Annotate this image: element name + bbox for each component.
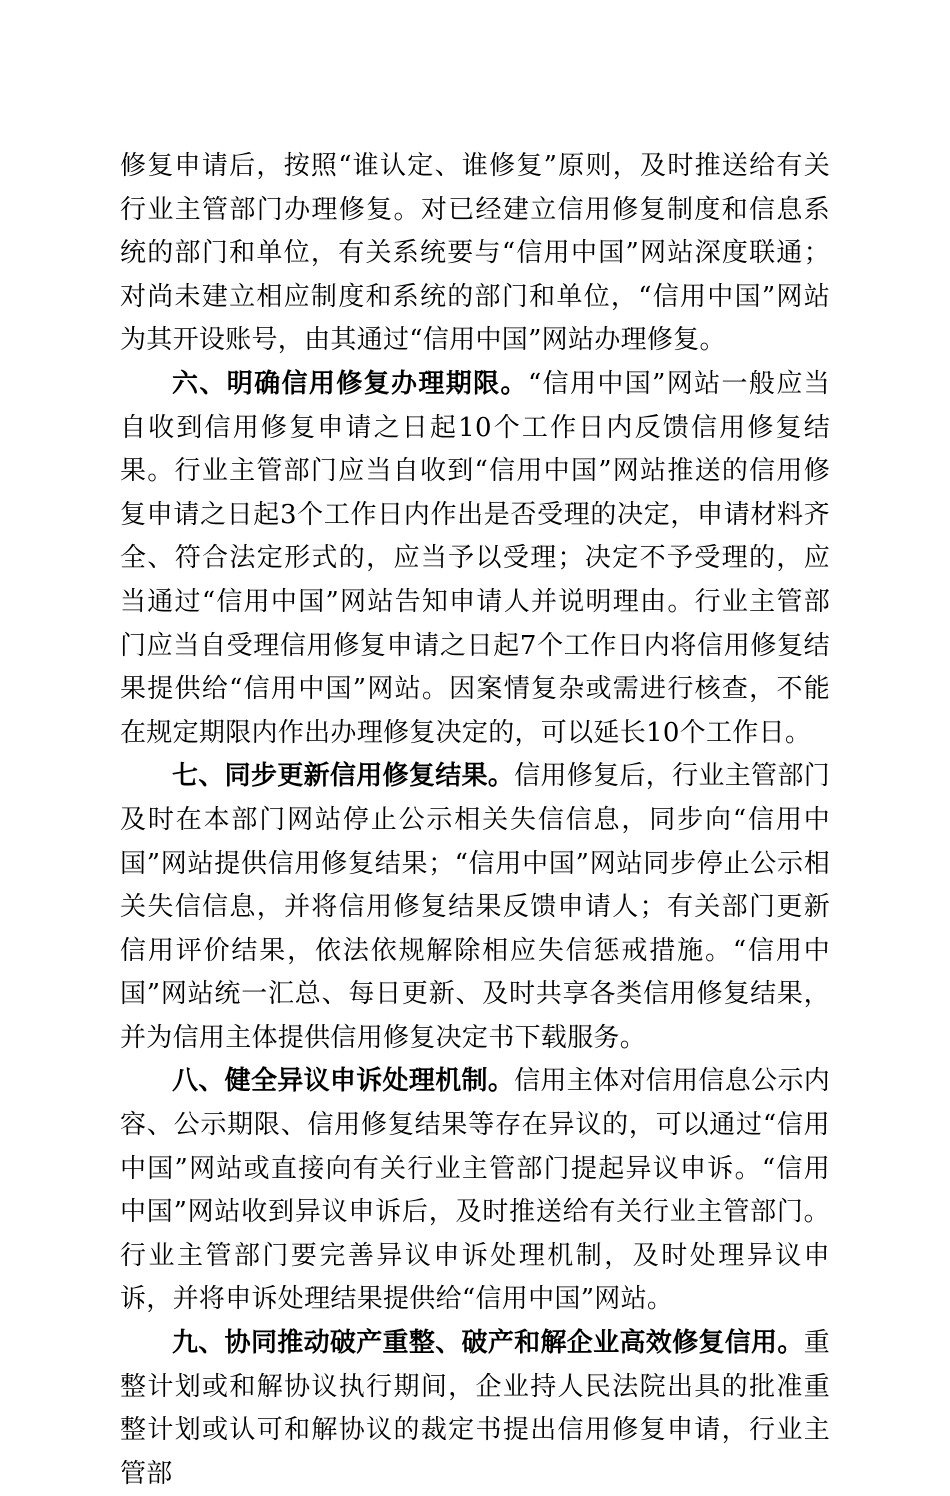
paragraph-section-7 (120, 755, 830, 1060)
paragraph-section-9 (120, 1322, 830, 1496)
section-heading: 六、明确信用修复办理期限。 (172, 368, 528, 399)
paragraph-text: “信用中国”网站一般应当自收到信用修复申请之日起10个工作日内反馈信用修复结果。行业主管部门应当自收到“信用中国”网站推送的信用修复申请之日起3个工作日内作出是否受理的决定，申请材料齐全、符合法定形式的，应当予以受理；决定不予受理的，应当通过“信用中国”网站告知申请人并说明理由。行业主管部门应当自受理信用修复申请之日起7个工作日内将信用修复结果提供给“信用中国”网站。因案情复杂或需进行核查，不能在规定期限内作出办理修复决定的，可以延长10个工作日。 (120, 368, 830, 748)
section-heading: 七、同步更新信用修复结果。 (172, 761, 515, 792)
paragraph-text: 修复申请后，按照“谁认定、谁修复”原则，及时推送给有关行业主管部门办理修复。对已经建立信用修复制度和信息系统的部门和单位，有关系统要与“信用中国”网站深度联通；对尚未建立相应制度和系统的部门和单位，“信用中国”网站为其开设账号，由其通过“信用中国”网站办理修复。 (120, 151, 830, 356)
paragraph-section-8 (120, 1060, 830, 1322)
section-heading: 九、协同推动破产重整、破产和解企业高效修复信用。 (172, 1328, 804, 1359)
paragraph-continuation (120, 145, 830, 363)
document-page (120, 145, 830, 1496)
paragraph-text: 信用修复后，行业主管部门及时在本部门网站停止公示相关失信信息，同步向“信用中国”网站提供信用修复结果；“信用中国”网站同步停止公示相关失信信息，并将信用修复结果反馈申请人；有关部门更新信用评价结果，依法依规解除相应失信惩戒措施。“信用中国”网站统一汇总、每日更新、及时共享各类信用修复结果，并为信用主体提供信用修复决定书下载服务。 (120, 761, 830, 1053)
section-heading: 八、健全异议申诉处理机制。 (172, 1066, 515, 1097)
paragraph-section-6 (120, 363, 830, 755)
paragraph-text: 信用主体对信用信息公示内容、公示期限、信用修复结果等存在异议的，可以通过“信用中国”网站或直接向有关行业主管部门提起异议申诉。“信用中国”网站收到异议申诉后，及时推送给有关行业主管部门。行业主管部门要完善异议申诉处理机制，及时处理异议申诉，并将申诉处理结果提供给“信用中国”网站。 (120, 1066, 830, 1315)
paragraph-text: 重整计划或和解协议执行期间，企业持人民法院出具的批准重整计划或认可和解协议的裁定书提出信用修复申请，行业主管部 (120, 1328, 830, 1489)
